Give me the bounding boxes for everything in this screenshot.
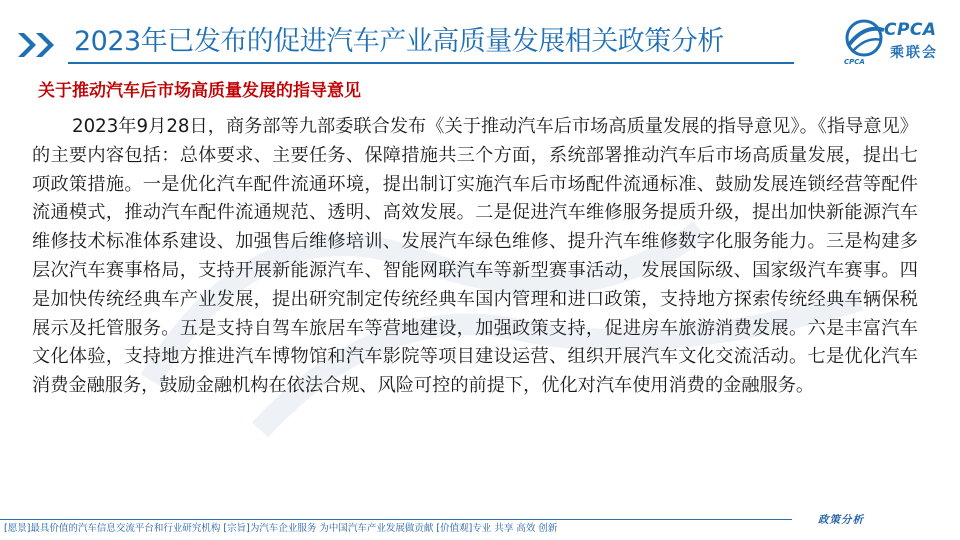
body-paragraph: [32, 113, 918, 401]
footer-section-tag: 政策分析: [818, 514, 864, 526]
logo-caption: CPCA: [844, 58, 865, 66]
cpca-emblem-icon: [842, 16, 888, 62]
title-underline: [68, 62, 794, 64]
logo-name: CPCA: [884, 20, 937, 40]
double-chevron-right-icon: [14, 30, 70, 60]
footer-mission-text: [愿景]最具价值的汽车信息交流平台和行业研究机构 [宗旨]为汽车企业服务 为中国汽车产业发展做贡献 [价值观]专业 共享 高效 创新: [4, 523, 558, 534]
paragraph-text: 2023年9月28日，商务部等九部委联合发布《关于推动汽车后市场高质量发展的指导意见》。《指导意见》的主要内容包括：总体要求、主要任务、保障措施共三个方面，系统部署推动汽车后市场高质量发展，提出七项政策措施。一是优化汽车配件流通环境，提出制订实施汽车后市场配件流通标准、鼓励发展连锁经营等配件流通模式，推动汽车配件流通规范、透明、高效发展。二是促进汽车维修服务提质升级，提出加快新能源汽车维修技术标准体系建设、加强售后维修培训、发展汽车绿色维修、提升汽车维修数字化服务能力。三是构建多层次汽车赛事格局，支持开展新能源汽车、智能网联汽车等新型赛事活动，发展国际级、国家级汽车赛事。四是加快传统经典车产业发展，提出研究制定传统经典车国内管理和进口政策，支持地方探索传统经典车辆保税展示及托管服务。五是支持自驾车旅居车等营地建设，加强政策支持，促进房车旅游消费发展。六是丰富汽车文化体验，支持地方推进汽车博物馆和汽车影院等项目建设运营、组织开展汽车文化交流活动。七是优化汽车消费金融服务，鼓励金融机构在依法合规、风险可控的前提下，优化对汽车使用消费的金融服务。: [32, 116, 918, 397]
section-heading: 关于推动汽车后市场高质量发展的指导意见: [38, 81, 361, 101]
footer-divider: [0, 519, 792, 520]
logo-name-cn: 乘联会: [890, 45, 938, 61]
cpca-logo: [840, 14, 952, 68]
page-title: 2023年已发布的促进汽车产业高质量发展相关政策分析: [74, 26, 724, 57]
